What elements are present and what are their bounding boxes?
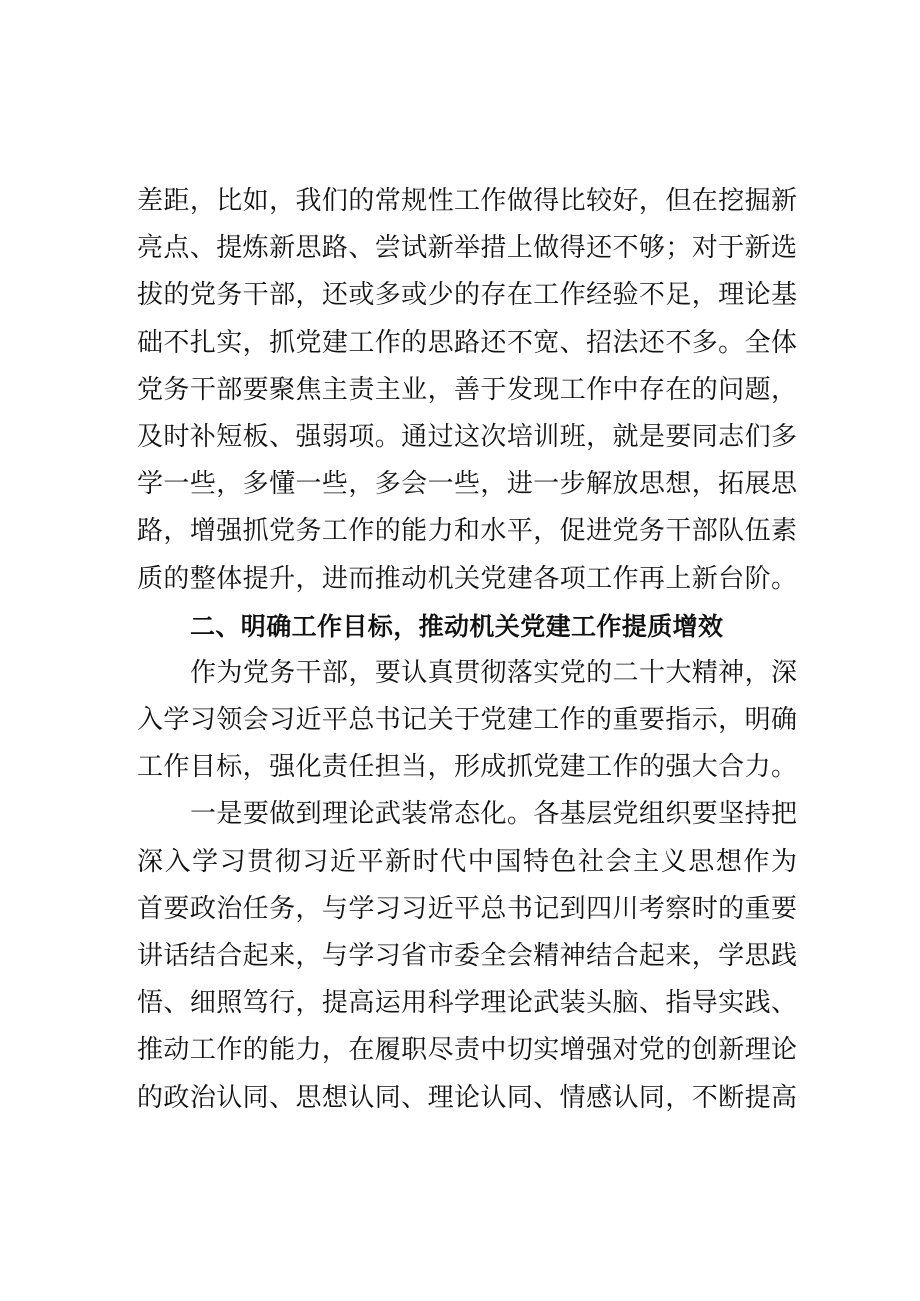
text-line: 党务干部要聚焦主责主业，善于发现工作中存在的问题，: [137, 374, 797, 405]
text-line: 作为党务干部，要认真贯彻落实党的二十大精神，深: [190, 657, 797, 688]
text-line: 路，增强抓党务工作的能力和水平，促进党务干部队伍素: [137, 516, 797, 547]
text-line: 一是要做到理论武装常态化。各基层党组织要坚持把: [190, 799, 797, 830]
text-line: 的政治认同、思想认同、理论认同、情感认同，不断提高: [137, 1082, 797, 1113]
text-line: 工作目标，强化责任担当，形成抓党建工作的强大合力。: [137, 752, 797, 783]
paragraph-3: [137, 791, 797, 1121]
text-line: 首要政治任务，与学习习近平总书记到四川考察时的重要: [137, 893, 797, 924]
text-line: 悟、细照笃行，提高运用科学理论武装头脑、指导实践、: [137, 988, 797, 1019]
text-line: 入学习领会习近平总书记关于党建工作的重要指示，明确: [137, 705, 797, 736]
document-body: [137, 178, 797, 1122]
text-line: 础不扎实，抓党建工作的思路还不宽、招法还不多。全体: [137, 327, 797, 358]
text-line: 推动工作的能力，在履职尽责中切实增强对党的创新理论: [137, 1035, 797, 1066]
text-line: 及时补短板、强弱项。通过这次培训班，就是要同志们多: [137, 421, 797, 452]
text-line: 讲话结合起来，与学习省市委全会精神结合起来，学思践: [137, 941, 797, 971]
text-line: 拔的党务干部，还或多或少的存在工作经验不足，理论基: [137, 280, 797, 311]
paragraph-2: [137, 650, 797, 792]
section-heading: 二、明确工作目标，推动机关党建工作提质增效: [190, 611, 724, 641]
text-line: 差距，比如，我们的常规性工作做得比较好，但在挖掘新: [137, 186, 797, 216]
text-line: 深入学习贯彻习近平新时代中国特色社会主义思想作为: [137, 846, 797, 877]
text-line: 学一些，多懂一些，多会一些，进一步解放思想，拓展思: [137, 469, 797, 500]
text-line: 质的整体提升，进而推动机关党建各项工作再上新台阶。: [137, 563, 797, 594]
text-line: 亮点、提炼新思路、尝试新举措上做得还不够；对于新选: [137, 233, 797, 264]
paragraph-1: [137, 178, 797, 603]
